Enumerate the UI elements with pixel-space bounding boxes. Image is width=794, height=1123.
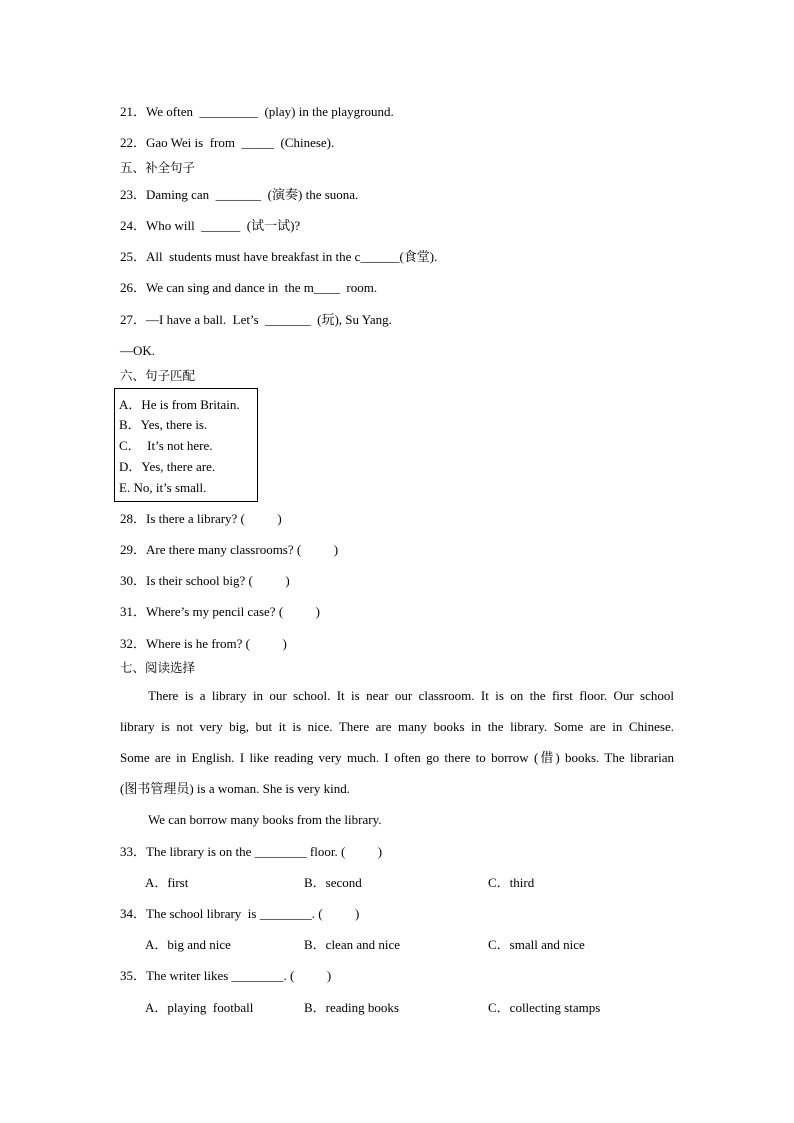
question-27-response: —OK. xyxy=(120,343,156,358)
question-29: 29．Are there many classrooms? ( ) xyxy=(120,542,339,557)
section-7-heading: 七、阅读选择 xyxy=(120,660,196,675)
question-33-option-b: B．second xyxy=(304,875,362,890)
question-32: 32．Where is he from? ( ) xyxy=(120,636,287,651)
match-option-b: B．Yes, there is. xyxy=(119,417,208,432)
question-23: 23．Daming can _______ (演奏) the suona. xyxy=(120,187,359,202)
question-24: 24．Who will ______ (试一试)? xyxy=(120,218,301,233)
question-35-option-a: A．playing football xyxy=(145,1000,254,1015)
question-34-option-a: A．big and nice xyxy=(145,937,231,952)
question-33: 33．The library is on the ________ floor. ( ) xyxy=(120,844,383,859)
passage-line-2: library is not very big, but it is nice. There are many books in the library. Some are in Chinese. xyxy=(120,719,674,734)
passage-line-4: (图书管理员) is a woman. She is very kind. xyxy=(120,781,351,796)
question-31: 31．Where’s my pencil case? ( ) xyxy=(120,604,320,619)
question-26: 26．We can sing and dance in the m____ room. xyxy=(120,280,378,295)
question-33-option-a: A．first xyxy=(145,875,189,890)
question-35: 35．The writer likes ________. ( ) xyxy=(120,968,332,983)
question-22: 22．Gao Wei is from _____ (Chinese). xyxy=(120,135,335,150)
passage-line-5: We can borrow many books from the library. xyxy=(148,812,382,827)
match-option-d: D．Yes, there are. xyxy=(119,459,216,474)
question-27: 27．—I have a ball. Let’s _______ (玩), Su Yang. xyxy=(120,312,392,327)
passage-line-1: There is a library in our school. It is near our classroom. It is on the first floor. Our school xyxy=(148,688,674,703)
question-34-option-c: C．small and nice xyxy=(488,937,585,952)
question-35-option-c: C．collecting stamps xyxy=(488,1000,601,1015)
question-35-option-b: B．reading books xyxy=(304,1000,399,1015)
section-6-heading: 六、句子匹配 xyxy=(120,368,196,383)
section-5-heading: 五、补全句子 xyxy=(120,160,196,175)
question-21: 21．We often _________ (play) in the playground. xyxy=(120,104,394,119)
passage-line-3: Some are in English. I like reading very much. I often go there to borrow (借) books. The librarian xyxy=(120,750,674,765)
match-option-c: C． It’s not here. xyxy=(119,438,213,453)
question-33-option-c: C．third xyxy=(488,875,535,890)
match-option-e: E. No, it’s small. xyxy=(119,480,207,495)
match-options-box xyxy=(114,388,258,502)
question-30: 30．Is their school big? ( ) xyxy=(120,573,290,588)
question-28: 28．Is there a library? ( ) xyxy=(120,511,282,526)
question-34: 34．The school library is ________. ( ) xyxy=(120,906,360,921)
match-option-a: A．He is from Britain. xyxy=(119,397,240,412)
question-34-option-b: B．clean and nice xyxy=(304,937,401,952)
question-25: 25．All students must have breakfast in the c______(食堂). xyxy=(120,249,438,264)
